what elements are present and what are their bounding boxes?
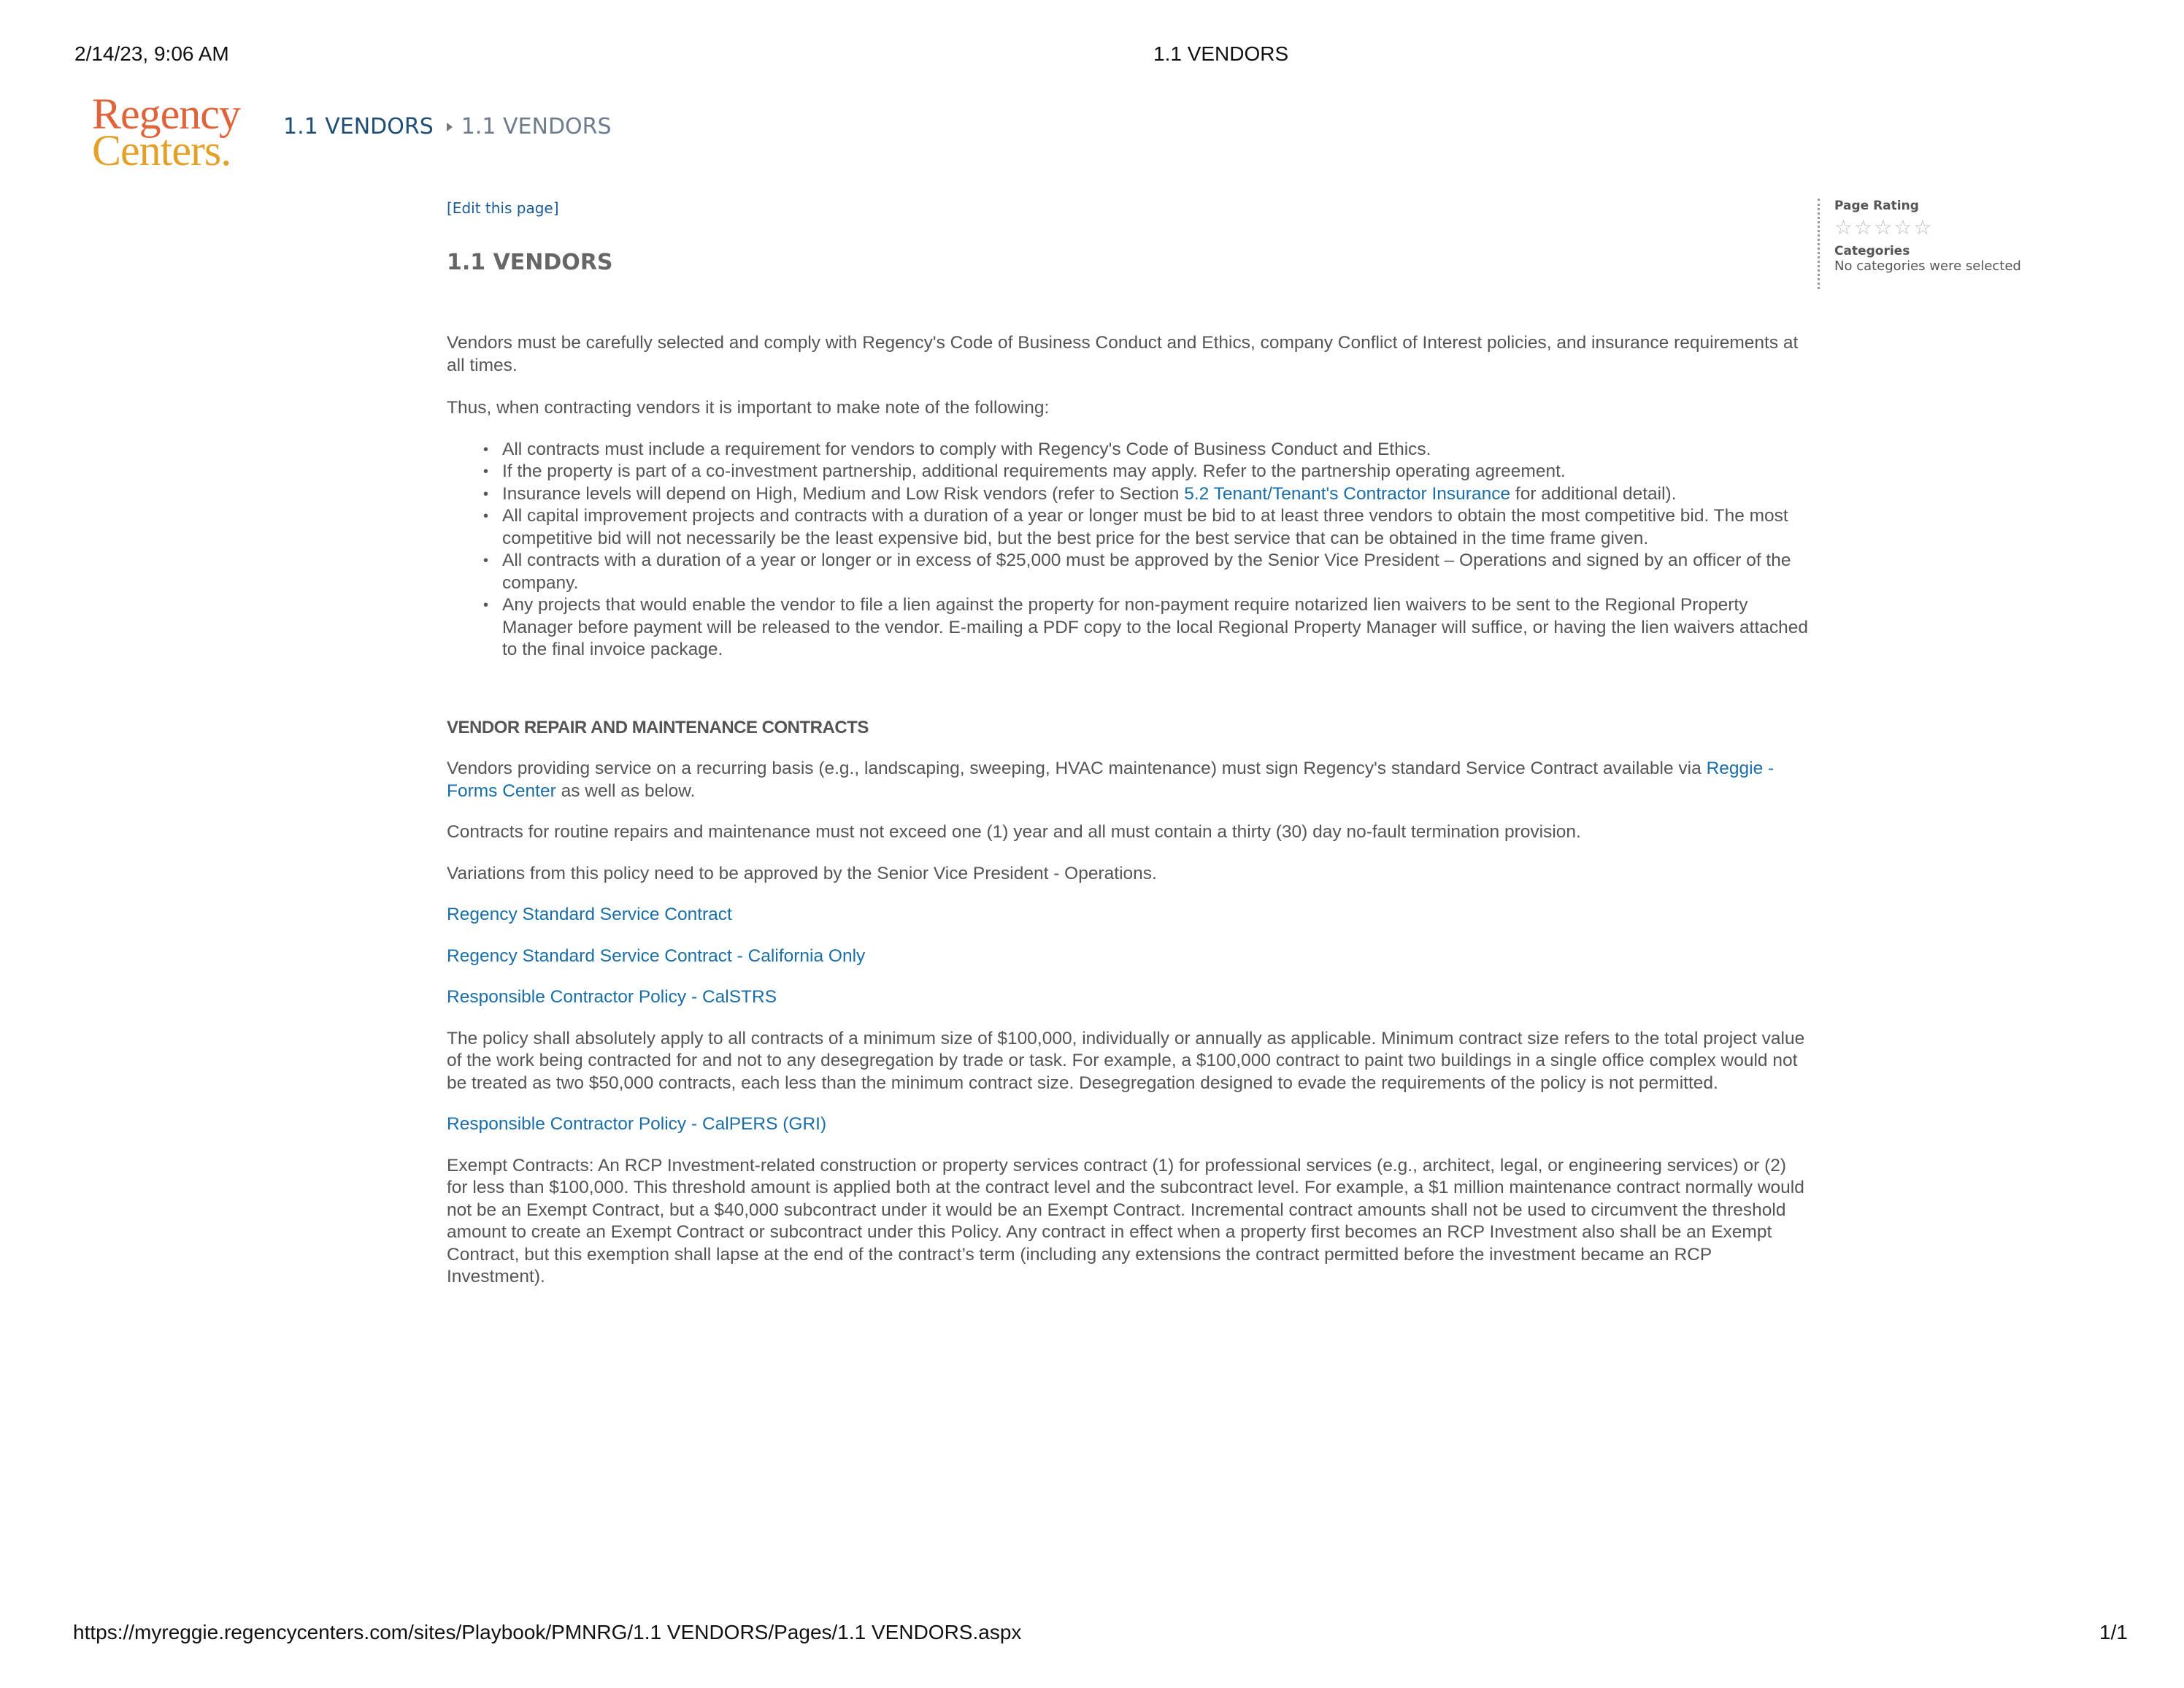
print-doc-title: 1.1 VENDORS bbox=[1153, 42, 1289, 65]
calstrs-policy-link[interactable]: Responsible Contractor Policy - CalSTRS bbox=[447, 987, 777, 1007]
list-item-text: for additional detail). bbox=[1510, 483, 1677, 504]
recurring-text-end: as well as below. bbox=[555, 780, 696, 801]
page-rating-label: Page Rating bbox=[1834, 199, 1919, 213]
calpers-policy-link[interactable]: Responsible Contractor Policy - CalPERS (GRI) bbox=[447, 1114, 827, 1134]
list-item-text: Insurance levels will depend on High, Medium and Low Risk vendors (refer to Section bbox=[502, 483, 1185, 504]
list-item: • All capital improvement projects and contracts with a duration of a year or longer must be bid to at least three vendors to obtain the most competitive bid. The most competitive bid will not necessarily be the least expensive bid, but the best price for the best service that can be obtained in the time frame given. bbox=[502, 505, 1812, 550]
page-title: 1.1 VENDORS bbox=[447, 249, 613, 275]
routine-paragraph: Contracts for routine repairs and maintenance must not exceed one (1) year and all must contain a thirty (30) day no-fault termination provision. bbox=[447, 822, 1581, 842]
list-item: • All contracts must include a requirement for vendors to comply with Regency's Code of Business Conduct and Ethics. bbox=[502, 439, 1812, 461]
star-icon[interactable]: ☆ bbox=[1854, 215, 1873, 239]
logo-line-2: Centers. bbox=[92, 126, 231, 174]
thus-paragraph: Thus, when contracting vendors it is important to make note of the following: bbox=[447, 398, 1050, 418]
exempt-contracts-paragraph: Exempt Contracts: An RCP Investment-related construction or property services contract (1) for professional services (e.g., architect, legal, or engineering services) or (2) for less than $100,000. This threshold amount is applied both at the contract level and the subcontract level. For example, a $1 million maintenance contract normally would not be an Exempt Contract, but a $40,000 subcontract under it would be an Exempt Contract. Incremental contract amounts shall not be used to circumvent the threshold amount to create an Exempt Contract or subcontract under this Policy. Any contract in effect when a property first becomes an RCP Investment also shall be an Exempt Contract, but this exemption shall lapse at the end of the contract’s term (including any extensions the contract permitted before the investment became an RCP Investment). bbox=[447, 1155, 1804, 1286]
section-heading: VENDOR REPAIR AND MAINTENANCE CONTRACTS bbox=[447, 717, 869, 737]
list-item: • If the property is part of a co-investment partnership, additional requirements may apply. Refer to the partnership operating agreement. bbox=[502, 461, 1812, 483]
breadcrumb bbox=[283, 114, 612, 139]
breadcrumb-current: 1.1 VENDORS bbox=[461, 114, 612, 139]
intro-paragraph: Vendors must be carefully selected and comply with Regency's Code of Business Conduct and Ethics, company Conflict of Interest policies, and insurance requirements at all times. bbox=[447, 333, 1799, 375]
logo-line-1: Regency bbox=[92, 90, 240, 138]
star-icon[interactable]: ☆ bbox=[1913, 215, 1932, 239]
forms-center-link[interactable]: Reggie - Forms Center bbox=[447, 759, 1774, 801]
print-datetime: 2/14/23, 9:06 AM bbox=[74, 42, 229, 65]
breadcrumb-parent-link[interactable]: 1.1 VENDORS bbox=[283, 114, 434, 139]
recurring-text: Vendors providing service on a recurring basis (e.g., landscaping, sweeping, HVAC maintenance) must sign Regency's standard Service Contract available via bbox=[447, 759, 1707, 778]
service-contract-link[interactable]: Regency Standard Service Contract bbox=[447, 905, 732, 924]
variations-paragraph: Variations from this policy need to be approved by the Senior Vice President - Operations. bbox=[447, 863, 1157, 883]
list-item: • All contracts with a duration of a year or longer or in excess of $25,000 must be approved by the Senior Vice President – Operations and signed by an officer of the company. bbox=[502, 550, 1812, 594]
insurance-section-link[interactable]: 5.2 Tenant/Tenant's Contractor Insurance bbox=[1184, 483, 1511, 504]
categories-value: No categories were selected bbox=[1834, 258, 2021, 274]
edit-page-link[interactable]: [Edit this page] bbox=[447, 199, 559, 217]
print-page-number: 1/1 bbox=[2099, 1621, 2128, 1643]
minimum-size-paragraph: The policy shall absolutely apply to all contracts of a minimum size of $100,000, individually or annually as applicable. Minimum contract size refers to the total project value of the work being contracted for and not to any desegregation by trade or task. For example, a $100,000 contract to paint two buildings in a single office complex would not be treated as two $50,000 contracts, each less than the minimum contract size. Desegregation designed to evade the requirements of the policy is not permitted. bbox=[447, 1028, 1805, 1093]
star-icon[interactable]: ☆ bbox=[1834, 215, 1853, 239]
list-item: • Any projects that would enable the vendor to file a lien against the property for non-payment require notarized lien waivers to be sent to the Regional Property Manager before payment will be released to the vendor. E-mailing a PDF copy to the local Regional Property Manager will suffice, or having the lien waivers attached to the final invoice package. bbox=[502, 594, 1812, 661]
star-icon[interactable]: ☆ bbox=[1893, 215, 1912, 239]
recurring-paragraph bbox=[447, 758, 1812, 802]
page-info-sidebar bbox=[1818, 199, 2053, 289]
requirements-list bbox=[447, 439, 1812, 661]
categories-label: Categories bbox=[1834, 244, 1910, 258]
page-content bbox=[447, 197, 1812, 1289]
list-item bbox=[502, 483, 1812, 506]
service-contract-california-link[interactable]: Regency Standard Service Contract - California Only bbox=[447, 945, 866, 966]
breadcrumb-arrow-icon bbox=[447, 123, 453, 131]
star-icon[interactable]: ☆ bbox=[1874, 215, 1893, 239]
print-url: https://myreggie.regencycenters.com/sites/Playbook/PMNRG/1.1 VENDORS/Pages/1.1 VENDORS.aspx bbox=[73, 1621, 1022, 1643]
regency-centers-logo[interactable] bbox=[92, 91, 273, 172]
page-rating-stars[interactable] bbox=[1834, 215, 2053, 239]
